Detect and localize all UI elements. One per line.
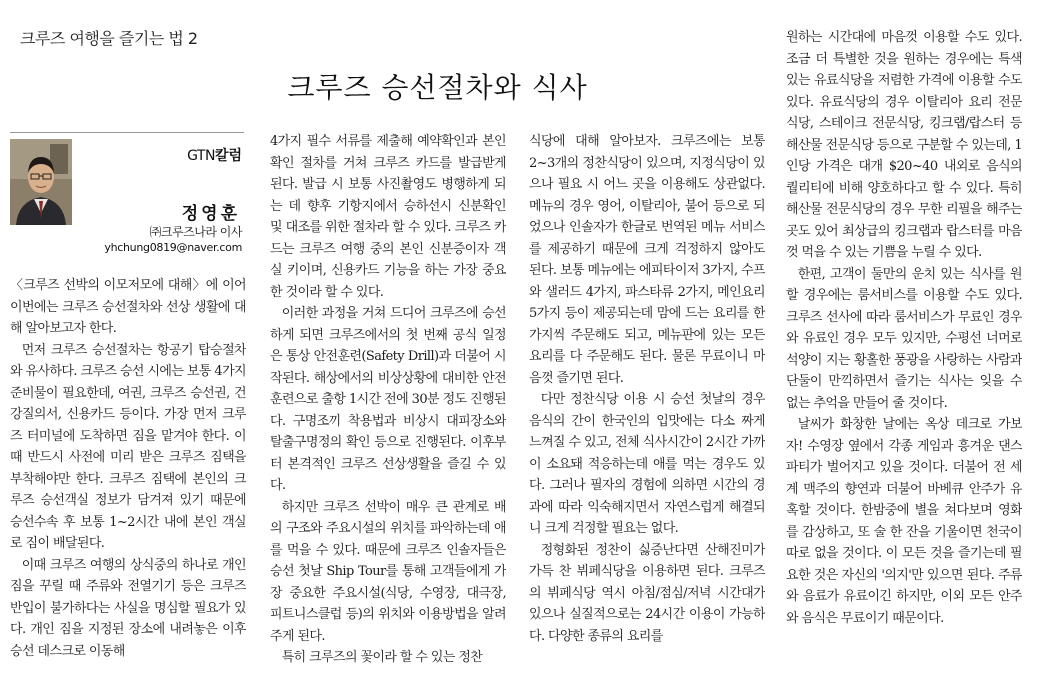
paragraph: 이때 크루즈 여행의 상식중의 하나로 개인 짐을 꾸릴 때 주류와 전열기기 등은 크루즈 반입이 불가하다는 사실을 명심할 필요가 있다. 개인 짐을 지정된 장소에 내려놓은 이후 승선 데스크로 이동해	[10, 557, 246, 659]
author-box	[10, 132, 244, 265]
author-name: 정영훈	[181, 204, 240, 224]
paragraph: 하지만 크루즈 선박이 매우 큰 관계로 배의 구조와 주요시설의 위치를 파악하는데 애를 먹을 수 있다. 때문에 크루즈 인솔자들은 승선 첫날 Ship Tour를 통해 고객들에게 가장 중요한 주요시설(식당, 수영장, 대극장, 피트니스클럽 등)의 위치와 이용방법을 알려주게 된다.	[270, 499, 506, 644]
author-photo-image	[10, 139, 72, 225]
paragraph: 이러한 과정을 거쳐 드디어 크루즈에 승선하게 되면 크루즈에서의 첫 번째 공식 일정은 통상 안전훈련(Safety Drill)과 더불어 시작된다. 해상에서의 비상상황에 대비한 안전훈련으로 출항 1시간 전에 30분 정도 진행된다. 구명조끼 착용법과 비상시 대피장소와 탈출구명정의 확인 등으로 진행된다. 이후부터 본격적인 크루즈 선상생활을 즐길 수 있다.	[270, 306, 506, 493]
column-tag-en: GTN	[187, 148, 215, 164]
paragraph: 〈크루즈 선박의 이모저모에 대해〉에 이어 이번에는 크루즈 승선절차와 선상 생활에 대해 알아보고자 한다.	[10, 278, 246, 336]
column-tag	[187, 145, 242, 165]
paragraph: 정형화된 정찬이 싫증난다면 산해진미가 가득 찬 뷔페식당을 이용하면 된다. 크루즈의 뷔페식당 역시 아침/점심/저녁 시간대가 있으나 실질적으로는 24시간 이용이 가능하다. 다양한 종류의 요리를	[529, 542, 765, 644]
paragraph: 원하는 시간대에 마음껏 이용할 수도 있다. 조금 더 특별한 것을 원하는 경우에는 특색 있는 유료식당을 저렴한 가격에 이용할 수도 있다. 유료식당의 경우 이탈리아 요리 전문식당, 스테이크 전문식당, 킹크랩/랍스터 등 해산물 전문식당 등으로 구분할 수 있는데, 1인당 가격은 대개 $20~40 내외로 음식의 퀄리티에 비해 양호하다고 할 수 있다. 특히 해산물 전문식당의 경우 무한 리필을 해주는 곳도 있어 최상급의 킹크랩과 랍스터를 마음껏 먹을 수 있는 기쁨을 누릴 수 있다.	[786, 30, 1022, 260]
body-column-1	[10, 275, 246, 691]
paragraph: 날씨가 화창한 날에는 옥상 데크로 가보자! 수영장 옆에서 각종 게임과 흥겨운 댄스파티가 벌어지고 있을 것이다. 더불어 전 세계 맥주의 향연과 더불어 바베큐 안주가 유혹할 것이다. 한밤중에 별을 쳐다보며 영화를 감상하고, 또 술 한 잔을 기울이면 천국이 따로 없을 것이다. 이 모든 것을 즐기는데 필요한 것은 자신의 '의지'만 있으면 된다. 주류와 음료가 유료이긴 하지만, 이외 모든 안주와 음식은 무료이기 때문이다.	[786, 417, 1022, 626]
author-email: yhchung0819@naver.com	[104, 241, 242, 254]
paragraph: 다만 정찬식당 이용 시 승선 첫날의 경우 음식의 간이 한국인의 입맛에는 다소 짜게 느껴질 수 있고, 전체 식사시간이 2시간 가까이 소요돼 적응하는데 애를 먹는 경우도 있다. 그러나 필자의 경험에 의하면 시간의 경과에 따라 익숙해지면서 자연스럽게 해결되니 크게 걱정할 필요는 없다.	[529, 392, 765, 536]
body-column-4	[786, 27, 1022, 691]
paragraph: 한편, 고객이 둘만의 운치 있는 식사를 원할 경우에는 룸서비스를 이용할 수도 있다. 크루즈 선사에 따라 룸서비스가 무료인 경우와 유료인 경우 모두 있지만, 수평선 너머로 석양이 지는 황홀한 풍광을 사랑하는 사람과 단둘이 만끽하면서 즐기는 식사는 잊을 수 없는 추억을 만들어 줄 것이다.	[786, 266, 1022, 411]
paragraph: 먼저 크루즈 승선절차는 항공기 탑승절차와 유사하다. 크루즈 승선 시에는 보통 4가지 준비물이 필요한데, 여권, 크루즈 승선권, 건강질의서, 신용카드 등이다. 가장 먼저 크루즈 터미널에 도착하면 짐을 맡겨야 한다. 이때 반드시 사전에 미리 받은 크루즈 짐택을 부착해야만 한다. 크루즈 짐택에 본인의 크루즈 승선객실 정보가 담겨져 있기 때문에 승선수속 후 보통 1~2시간 내에 본인 객실로 짐이 배달된다.	[10, 342, 246, 551]
body-column-2	[270, 131, 506, 691]
body-column-3	[529, 131, 765, 691]
headline: 크루즈 승선절차와 식사	[287, 71, 588, 104]
author-photo	[10, 139, 72, 225]
author-title: ㈜크루즈나라 이사	[149, 225, 242, 239]
paragraph: 4가지 필수 서류를 제출해 예약확인과 본인확인 절차를 거쳐 크루즈 카드를 발급받게 된다. 발급 시 보통 사진촬영도 병행하게 되는 데 향후 기항지에서 승하선시 신분확인 및 대조를 위한 절차라 할 수 있다. 크루즈 카드는 크루즈 여행 중의 본인 신분증이자 객실 키이며, 신용카드 기능을 하는 가장 중요한 것이라 할 수 있다.	[270, 134, 506, 300]
paragraph: 특히 크루즈의 꽃이라 할 수 있는 정찬	[281, 650, 483, 665]
column-tag-ko: 칼럼	[214, 148, 242, 164]
paragraph: 식당에 대해 알아보자. 크루즈에는 보통 2~3개의 정찬식당이 있으며, 지정식당이 있으나 필요 시 어느 곳을 이용해도 상관없다. 메뉴의 경우 영어, 이탈리아, 불어 등으로 되었으나 인솔자가 한글로 번역된 메뉴 서비스를 제공하기 때문에 크게 걱정하지 않아도 된다. 보통 메뉴에는 에피타이저 3가지, 수프와 샐러드 4가지, 파스타류 2가지, 메인요리 5가지 등이 제공되는데 맘에 드는 요리를 한 가지씩 주문해도 되고, 메뉴판에 있는 모든 요리를 다 주문해도 된다. 물론 무료이니 마음껏 즐기면 된다.	[529, 134, 765, 386]
series-title: 크루즈 여행을 즐기는 법 2	[20, 29, 198, 48]
